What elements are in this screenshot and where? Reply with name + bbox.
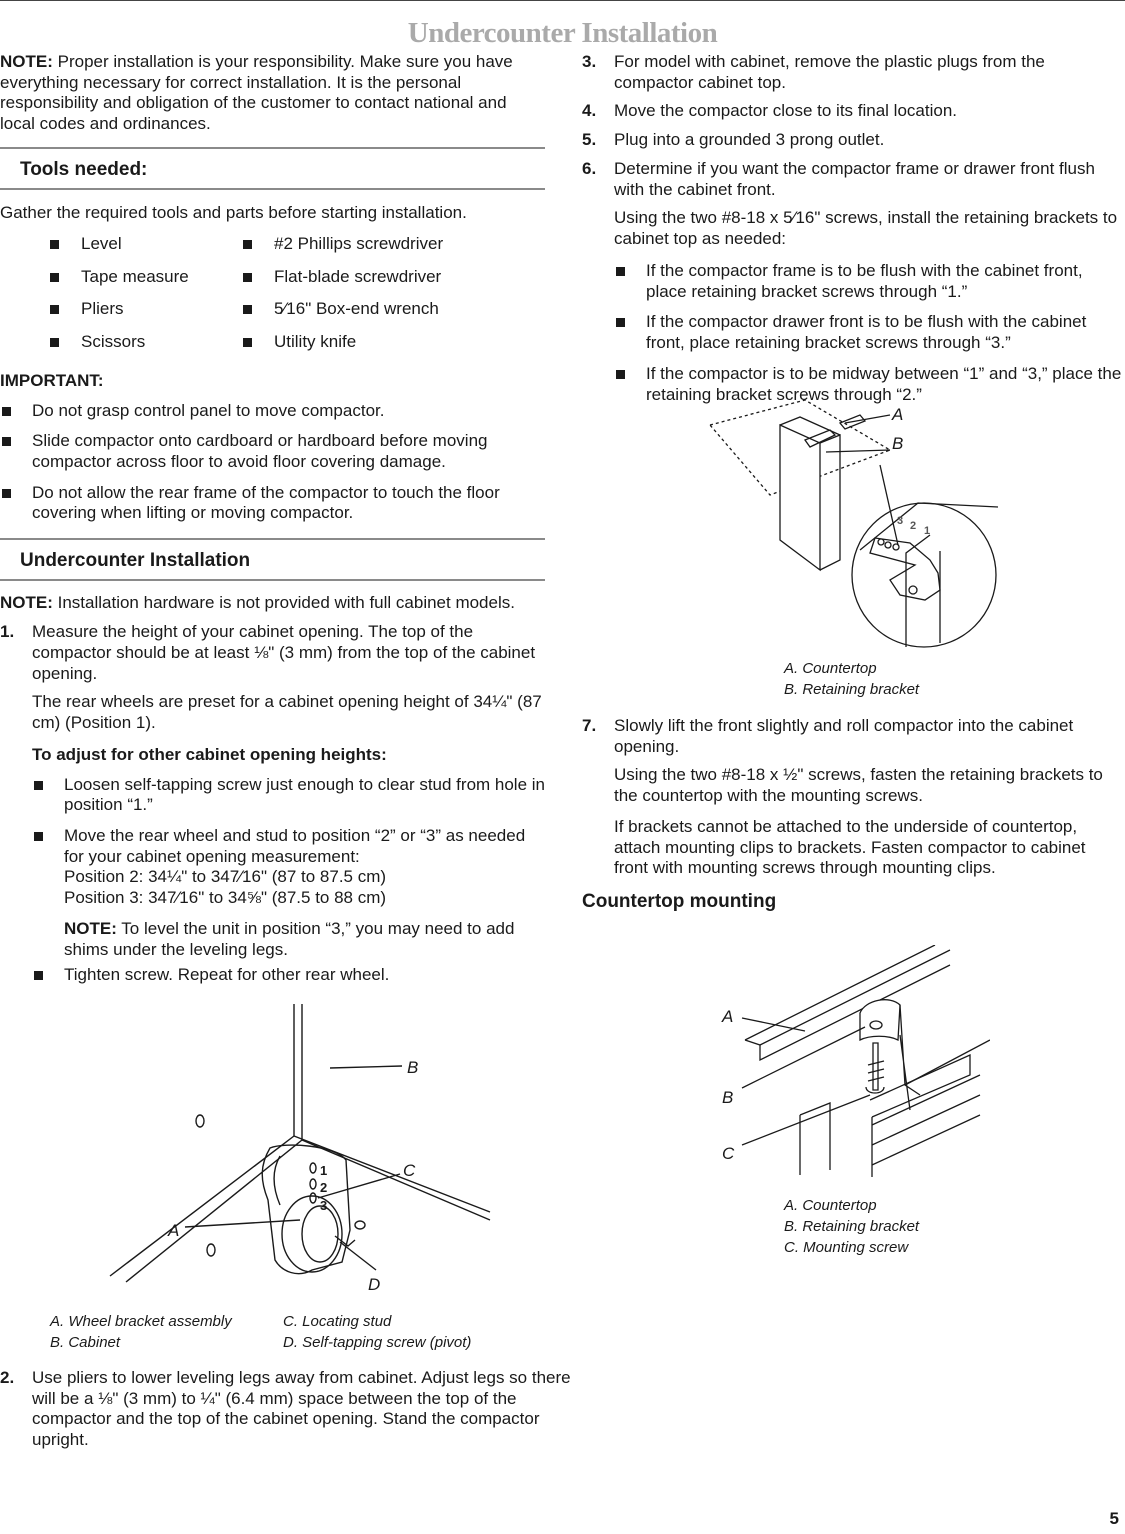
step-7: 7. Slowly lift the front slightly and roll compactor into the cabinet opening. <box>582 716 1074 756</box>
list-item: 5⁄16" Box-end wrench <box>243 299 493 320</box>
tools-intro: Gather the required tools and parts before starting installation. <box>0 203 467 223</box>
step-7-p3: If brackets cannot be attached to the underside of countertop, attach mounting clips to brackets. Fasten compactor to cabinet front with mounting screws through mounting clips. <box>614 816 1086 878</box>
list-item: Do not grasp control panel to move compactor. <box>0 401 545 422</box>
important-label: IMPORTANT: <box>0 370 104 390</box>
wheel-bracket-diagram <box>50 1000 500 1300</box>
caption: C. Mounting screw <box>784 1239 909 1256</box>
position-1: 1 <box>320 1163 328 1178</box>
adjust-heading: To adjust for other cabinet opening heights: <box>32 744 387 764</box>
step-3: 3. For model with cabinet, remove the plastic plugs from the compactor cabinet top. <box>582 52 1045 92</box>
fig3-label-a: A <box>722 1007 734 1026</box>
fig2-captions <box>784 658 919 700</box>
list-item: If the compactor is to be midway between “1” and “3,” place the retaining bracket screws through “2.” <box>614 364 1123 405</box>
fig3-captions <box>784 1195 919 1258</box>
step-6-p2: Using the two #8-18 x 5⁄16" screws, install the retaining brackets to cabinet top as needed: <box>614 208 1118 249</box>
step-2: 2. Use pliers to lower leveling legs away from cabinet. Adjust legs so there will be a ⅛" (3 mm) to ¼" (6.4 mm) space between the top of the compactor and the top of the cabinet opening. Stand the compactor upright. <box>0 1368 571 1450</box>
hole-1: 1 <box>924 525 931 537</box>
caption: A. Wheel bracket assembly <box>50 1313 232 1330</box>
list-item: Tape measure <box>50 267 243 288</box>
fig1-label-b: B <box>407 1058 419 1077</box>
list-item: Utility knife <box>243 332 493 353</box>
caption: B. Retaining bracket <box>784 681 920 698</box>
fig1-label-d: D <box>368 1275 381 1294</box>
list-item: Do not allow the rear frame of the compactor to touch the floor covering when lifting or moving compactor. <box>0 483 545 524</box>
step-5: 5. Plug into a grounded 3 prong outlet. <box>582 130 885 150</box>
list-item: If the compactor drawer front is to be flush with the cabinet front, place retaining bracket screws through “3.” <box>614 312 1123 353</box>
list-item: Move the rear wheel and stud to position “2” or “3” as needed for your cabinet opening measurement: Position 2: 34¼" to 347⁄16" (87 to 87.5 cm) Position 3: 347⁄16" to 34⅝" (87.5 to 88 cm) <box>32 826 545 909</box>
list-item: Level <box>50 234 243 255</box>
hole-2: 2 <box>910 520 917 532</box>
tools-heading: Tools needed: <box>0 147 545 190</box>
caption: C. Locating stud <box>283 1313 392 1330</box>
list-item: #2 Phillips screwdriver <box>243 234 493 255</box>
list-item: Tighten screw. Repeat for other rear wheel. <box>32 965 545 986</box>
top-rule <box>0 0 1125 1</box>
position-2: 2 <box>320 1180 328 1195</box>
caption: A. Countertop <box>784 1197 877 1214</box>
fig1-label-c: C <box>403 1161 416 1180</box>
fig1-label-a: A <box>168 1221 180 1240</box>
install-note: NOTE: Installation hardware is not provided with full cabinet models. <box>0 593 515 613</box>
caption: D. Self-tapping screw (pivot) <box>283 1334 472 1351</box>
list-item: Loosen self-tapping screw just enough to clear stud from hole in position “1.” <box>32 775 545 816</box>
fig3-label-b: B <box>722 1088 734 1107</box>
caption: A. Countertop <box>784 660 877 677</box>
step-4: 4. Move the compactor close to its final location. <box>582 101 957 121</box>
list-item: Slide compactor onto cardboard or hardboard before moving compactor across floor to avoid floor covering damage. <box>0 431 545 472</box>
note-text: Proper installation is your responsibility. Make sure you have everything necessary for correct installation. It is the personal responsibility and obligation of the customer to contact national and local codes and ordinances. <box>0 52 513 134</box>
intro-note <box>0 52 545 135</box>
tools-list <box>0 234 545 353</box>
countertop-heading: Countertop mounting <box>582 891 777 913</box>
right-column <box>582 52 1123 405</box>
leveling-note: NOTE: To level the unit in position “3,” you may need to add shims under the leveling legs. <box>64 918 515 959</box>
fig1-captions <box>0 1311 543 1353</box>
countertop-mounting-diagram <box>700 945 990 1190</box>
list-item: Scissors <box>50 332 243 353</box>
step-1-p2: The rear wheels are preset for a cabinet opening height of 34¼" (87 cm) (Position 1). <box>32 692 542 733</box>
retaining-bracket-diagram <box>700 395 1010 655</box>
list-item: Flat-blade screwdriver <box>243 267 493 288</box>
page-title: Undercounter Installation <box>407 17 718 49</box>
note-label: NOTE: <box>0 52 53 71</box>
page-number: 5 <box>1109 1509 1119 1529</box>
step-7-block <box>582 716 1123 913</box>
caption: B. Cabinet <box>50 1334 121 1351</box>
step-1: 1. Measure the height of your cabinet opening. The top of the compactor should be at least ⅛" (3 mm) from the top of the cabinet opening. <box>0 622 536 683</box>
install-heading: Undercounter Installation <box>0 538 545 581</box>
fig3-label-c: C <box>722 1144 735 1163</box>
position-3: 3 <box>320 1198 328 1213</box>
list-item: If the compactor frame is to be flush with the cabinet front, place retaining bracket screws through “1.” <box>614 261 1123 302</box>
fig2-label-a: A <box>892 405 904 424</box>
left-column <box>0 52 545 986</box>
step-7-p2: Using the two #8-18 x ½" screws, fasten the retaining brackets to the countertop with the mounting screws. <box>614 765 1103 806</box>
step-6: 6. Determine if you want the compactor frame or drawer front flush with the cabinet front. <box>582 158 1095 199</box>
caption: B. Retaining bracket <box>784 1218 920 1235</box>
hole-3: 3 <box>897 515 904 527</box>
list-item: Pliers <box>50 299 243 320</box>
fig2-label-b: B <box>892 434 904 453</box>
